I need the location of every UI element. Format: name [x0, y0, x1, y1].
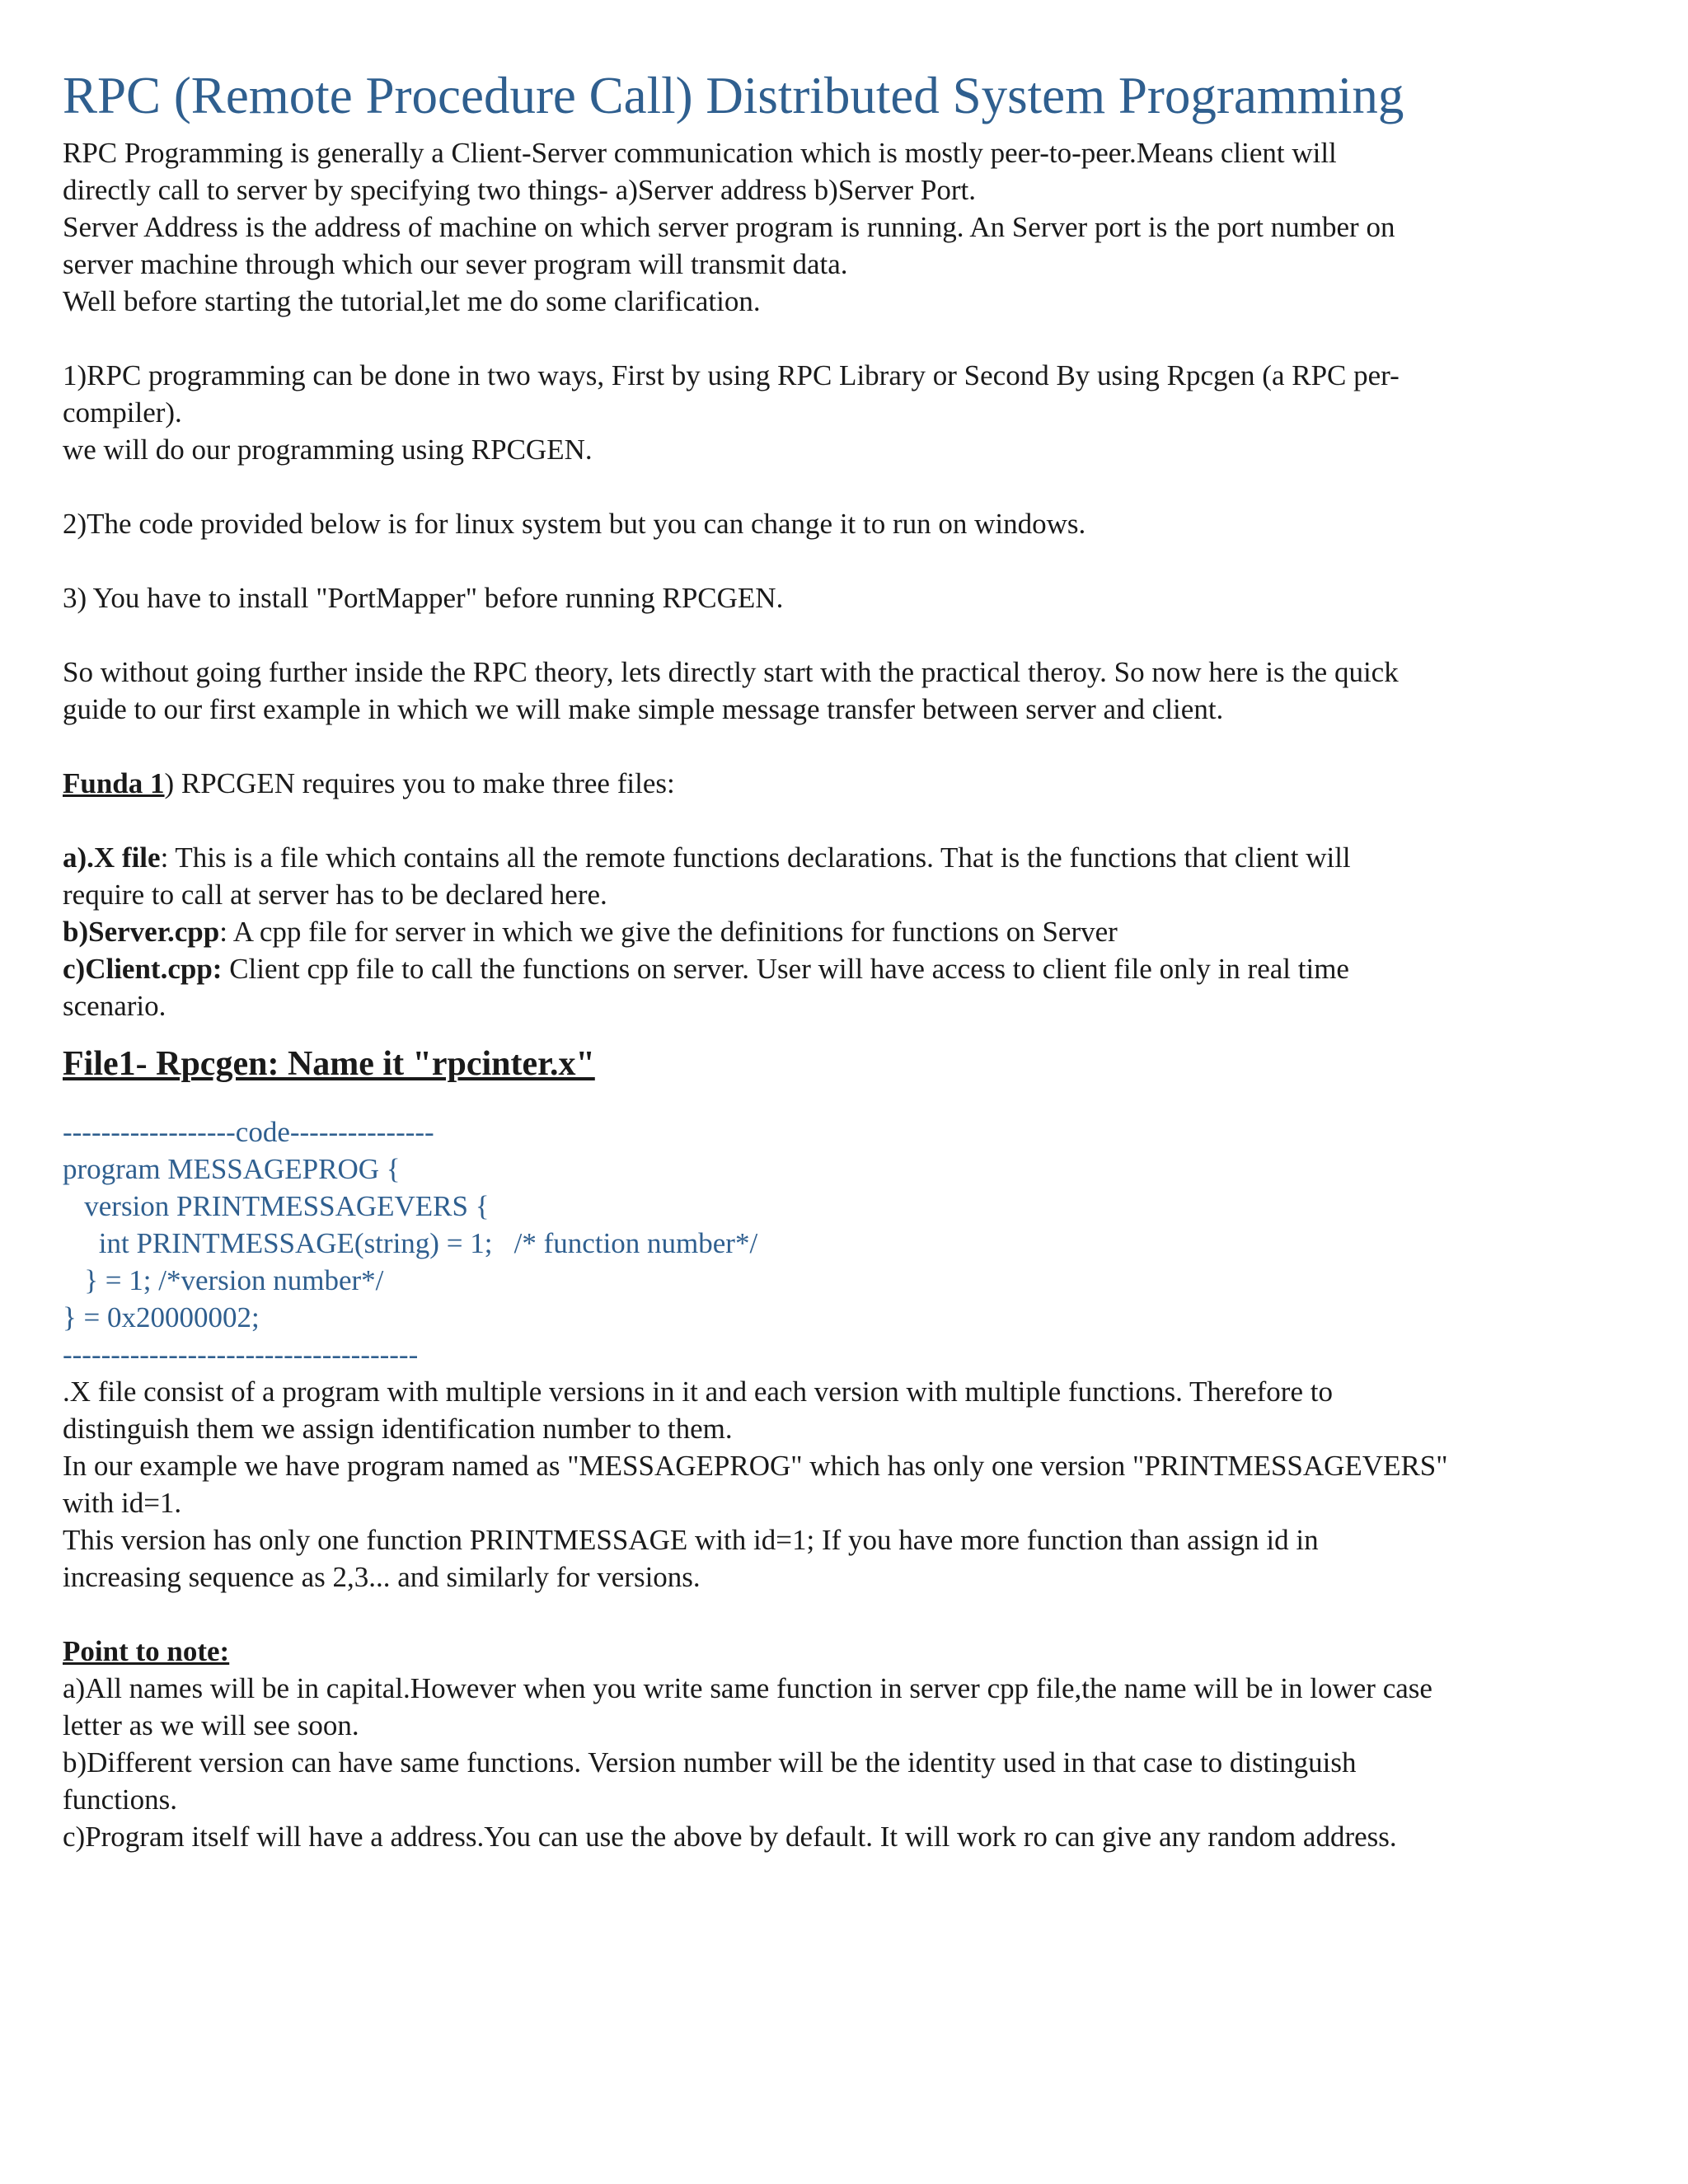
lead-line: So without going further inside the RPC theory, lets directly start with the practical theroy. So now here is the quick	[63, 656, 1399, 689]
notes-list	[63, 1670, 1513, 1855]
file1-heading: File1- Rpcgen: Name it "rpcinter.x"	[63, 1045, 595, 1084]
code-line: -------------------------------------	[63, 1338, 419, 1371]
explain-line: with id=1.	[63, 1487, 182, 1520]
file-a-line	[63, 839, 1513, 876]
point-1	[63, 357, 1513, 468]
file-b-line	[63, 913, 1513, 950]
funda-text: ) RPCGEN requires you to make three files:	[164, 767, 675, 800]
explain-line: .X file consist of a program with multiple versions in it and each version with multiple functions. Therefore to	[63, 1376, 1333, 1408]
code-line: ------------------code---------------	[63, 1116, 434, 1149]
intro-paragraph	[63, 134, 1513, 320]
intro-line: RPC Programming is generally a Client-Server communication which is mostly peer-to-peer.Means client will	[63, 137, 1337, 170]
note-heading: Point to note:	[63, 1635, 230, 1668]
explain-line: increasing sequence as 2,3... and similarly for versions.	[63, 1561, 701, 1594]
file-a-label: a).X file	[63, 841, 161, 874]
intro-line: Well before starting the tutorial,let me do some clarification.	[63, 285, 761, 318]
point-2: 2)The code provided below is for linux system but you can change it to run on windows.	[63, 508, 1086, 541]
intro-line: Server Address is the address of machine on which server program is running. An Server port is the port number on	[63, 211, 1395, 244]
file-a-text: : This is a file which contains all the remote functions declarations. That is the functions that client will	[160, 841, 1351, 874]
funda-line	[63, 765, 1513, 802]
file-c-line: scenario.	[63, 990, 166, 1023]
explain-line: This version has only one function PRINTMESSAGE with id=1; If you have more function than assign id in	[63, 1524, 1319, 1557]
note-line: letter as we will see soon.	[63, 1709, 359, 1742]
code-line: } = 1; /*version number*/	[63, 1264, 384, 1297]
note-line: functions.	[63, 1783, 178, 1816]
funda-label: Funda 1	[63, 767, 165, 800]
file-b-label: b)Server.cpp	[63, 916, 220, 949]
page-title: RPC (Remote Procedure Call) Distributed System Programming	[63, 67, 1404, 124]
point-1-line: 1)RPC programming can be done in two ways, First by using RPC Library or Second By using Rpcgen (a RPC per-	[63, 359, 1400, 392]
note-line: c)Program itself will have a address.You can use the above by default. It will work ro can give any random address.	[63, 1821, 1397, 1854]
file-c-label: c)Client.cpp:	[63, 953, 223, 986]
code-line: version PRINTMESSAGEVERS {	[63, 1190, 490, 1223]
note-line: b)Different version can have same functions. Version number will be the identity used in that case to distinguish	[63, 1746, 1357, 1779]
lead-paragraph	[63, 654, 1513, 728]
code-line: program MESSAGEPROG {	[63, 1153, 401, 1186]
file-list	[63, 839, 1513, 1024]
code-line: int PRINTMESSAGE(string) = 1; /* function number*/	[63, 1227, 758, 1260]
file-a-line: require to call at server has to be declared here.	[63, 879, 607, 912]
point-1-line: we will do our programming using RPCGEN.	[63, 434, 593, 466]
explain-line: distinguish them we assign identification number to them.	[63, 1413, 733, 1446]
code-block	[63, 1113, 1513, 1373]
code-line: } = 0x20000002;	[63, 1301, 260, 1334]
explain-line: In our example we have program named as "MESSAGEPROG" which has only one version "PRINTMESSAGEVERS"	[63, 1450, 1448, 1483]
file-b-text: : A cpp file for server in which we give the definitions for functions on Server	[219, 916, 1118, 949]
file-c-text: Client cpp file to call the functions on server. User will have access to client file only in real time	[222, 953, 1349, 986]
lead-line: guide to our first example in which we will make simple message transfer between server and client.	[63, 693, 1224, 726]
point-1-line: compiler).	[63, 396, 182, 429]
explanation-paragraph	[63, 1373, 1513, 1596]
point-3: 3) You have to install "PortMapper" before running RPCGEN.	[63, 582, 784, 615]
file-c-line	[63, 950, 1513, 987]
intro-line: directly call to server by specifying two things- a)Server address b)Server Port.	[63, 174, 977, 207]
intro-line: server machine through which our sever program will transmit data.	[63, 248, 848, 281]
document-page	[63, 68, 1513, 1855]
note-line: a)All names will be in capital.However when you write same function in server cpp file,the name will be in lower case	[63, 1672, 1432, 1705]
